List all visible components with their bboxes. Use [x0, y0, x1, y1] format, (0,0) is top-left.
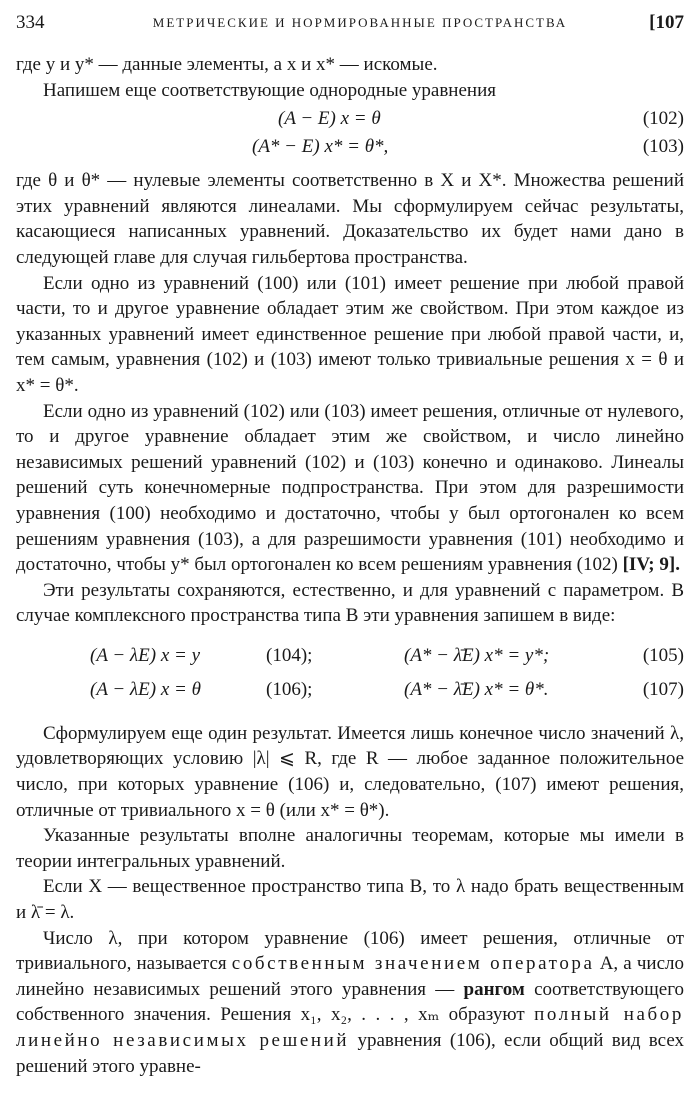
paragraph-5	[16, 399, 684, 578]
paragraph-2: Напишем еще соответствующие однородные уравнения	[43, 79, 496, 101]
paragraph-9: Если X — вещественное пространство типа B, то λ надо брать вещественным и λ̄ = λ.	[16, 876, 684, 924]
paragraph-10-part-e: соответствующего собственного значения. Решения x₁, x₂, . . . , xₘ образуют	[16, 978, 685, 1026]
equation-104-expr: (A − λE) x = y	[90, 644, 201, 666]
paragraph-10	[16, 926, 684, 1080]
section-number: [107	[649, 12, 684, 33]
paragraph-10-part-g: уравнения (106), если общий вид всех решений этого уравне-	[16, 1030, 685, 1077]
paragraph-10-part-c: A, а число линейно независимых решений этого уравнения —	[16, 953, 685, 1000]
paragraph-1: где y и y* — данные элементы, а x и x* — искомые.	[16, 54, 438, 75]
equation-105-expr: (A* − λ̄E) x* = y*;	[404, 644, 550, 666]
body-text	[16, 52, 684, 1079]
equation-row-104-105	[16, 643, 684, 671]
paragraph-10-part-a: Число λ, при котором уравнение (106) имеет решения, отличные от тривиального, называется	[16, 927, 684, 975]
equation-102-expr: (A − E) x = θ	[278, 108, 381, 130]
equation-104-number: (104);	[266, 644, 313, 666]
equation-107-number: (107)	[642, 678, 684, 700]
equation-106-expr: (A − λE) x = θ	[90, 678, 201, 700]
equation-105-number: (105)	[642, 644, 684, 666]
reference: [IV; 9].	[622, 554, 680, 576]
equation-row-106-107	[16, 677, 684, 705]
term-rank: рангом	[463, 978, 525, 1000]
paragraph-3: где θ и θ* — нулевые элементы соответственно в X и X*. Множества решений этих уравнений являются линеалами. Мы сформулируем сейчас результаты, касающиеся написанных уравнений. Доказательство их будет нами дано в следующей главе для случая гильбертова пространства.	[16, 170, 684, 268]
running-head	[16, 12, 684, 40]
equation-107-expr: (A* − λ̄E) x* = θ*.	[404, 678, 549, 700]
equation-102-number: (102)	[642, 108, 684, 130]
equation-103	[16, 134, 684, 162]
equation-106-number: (106);	[266, 678, 313, 700]
paragraph-7: Сформулируем еще один результат. Имеется лишь конечное число значений λ, удовлетворяющих условию |λ| ⩽ R, где R — любое заданное положительное число, при которых уравнение (106) и, следовательно, (107) имеют решения, отличные от тривиального x = θ (или x* = θ*).	[16, 722, 684, 821]
equation-103-number: (103)	[642, 136, 684, 158]
paragraph-6: Эти результаты сохраняются, естественно, и для уравнений с параметром. В случае комплексного пространства типа B эти уравнения запишем в виде:	[16, 579, 684, 627]
equation-103-expr: (A* − E) x* = θ*,	[252, 136, 389, 158]
paragraph-4: Если одно из уравнений (100) или (101) имеет решение при любой правой части, то и другое уравнение обладает этим же свойством. При этом каждое из указанных уравнений имеет единственное решение при любой правой части, и, тем самым, уравнения (102) и (103) имеют только тривиальные решения x = θ и x* = θ*.	[16, 272, 684, 396]
paragraph-5-text: Если одно из уравнений (102) или (103) имеет решения, отличные от нулевого, то и другое уравнение обладает этим же свойством, и число линейно независимых решений уравнений (102) и (103) конечно и одинаково. Линеалы решений суть конечномерные подпространства. При этом для разрешимости уравнения (100) необходимо и достаточно, чтобы y был ортогонален ко всем решениям уравнения (103), а для разрешимости уравнения (101) необходимо и достаточно, чтобы y* был ортогонален ко всем решениям уравнения (102)	[16, 400, 684, 576]
term-eigenvalue: собственным значением оператора	[231, 953, 595, 975]
page-number: 334	[16, 12, 45, 33]
paragraph-8: Указанные результаты вполне аналогичны теоремам, которые мы имели в теории интегральных уравнений.	[16, 825, 684, 872]
equation-102	[16, 106, 684, 134]
running-title: МЕТРИЧЕСКИЕ И НОРМИРОВАННЫЕ ПРОСТРАНСТВА	[152, 15, 568, 30]
term-complete-set: полный набор линейно независимых решений	[16, 1004, 685, 1051]
